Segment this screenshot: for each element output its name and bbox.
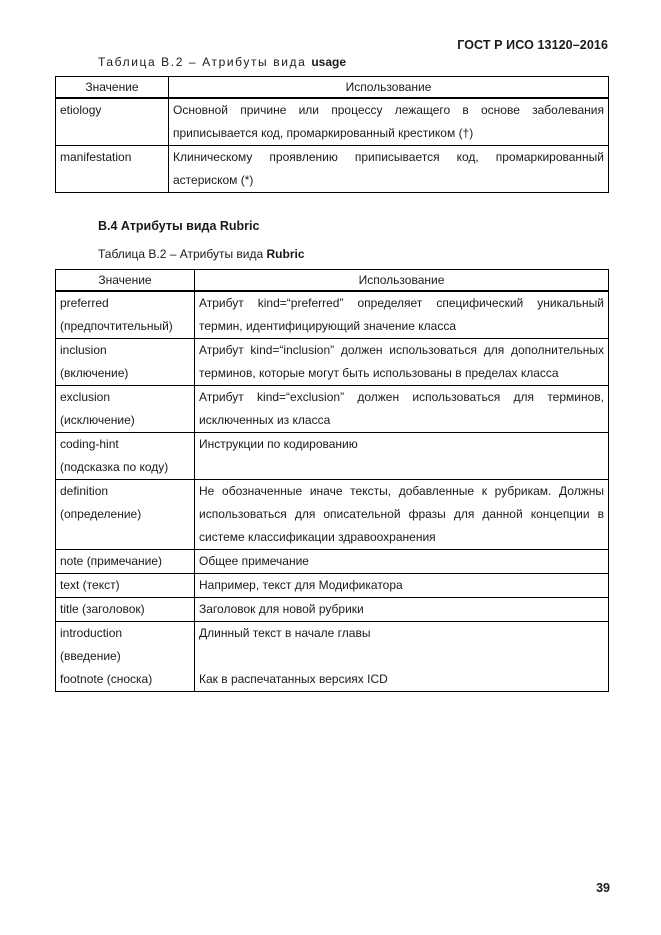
value-cell: title (заголовок) (56, 598, 195, 622)
value-cell: text (текст) (56, 574, 195, 598)
value-term: coding-hint (60, 437, 119, 451)
column-header-usage: Использование (195, 270, 609, 292)
table-row (56, 98, 609, 146)
usage-attributes-table (55, 76, 609, 193)
table-row (56, 291, 609, 339)
caption-prefix: Таблица В.2 – Атрибуты вида (98, 55, 312, 69)
value-cell: note (примечание) (56, 550, 195, 574)
column-header-value: Значение (56, 270, 195, 292)
value-term: introduction (60, 626, 123, 640)
usage-cell: Инструкции по кодированию (195, 433, 609, 480)
value-translation: (включение) (60, 366, 129, 380)
usage-cell: Длинный текст в начале главы (195, 622, 609, 669)
table-row (56, 574, 609, 598)
usage-cell: Не обозначенные иначе тексты, добавленные к рубрикам. Должны использоваться для описательной фразы для данной концепции в системе классификации здравоохранения (195, 480, 609, 550)
table-row (56, 146, 609, 193)
value-cell (56, 339, 195, 386)
table-caption-usage (98, 55, 346, 69)
table-row (56, 339, 609, 386)
table-row (56, 433, 609, 480)
table-row (56, 386, 609, 433)
value-term: exclusion (60, 390, 111, 404)
usage-cell: Основной причине или процессу лежащего в основе заболевания приписывается код, промаркированный крестиком (†) (169, 98, 609, 146)
table-header-row (56, 77, 609, 99)
column-header-usage: Использование (169, 77, 609, 99)
value-term: definition (60, 484, 109, 498)
usage-cell: Как в распечатанных версиях ICD (195, 668, 609, 692)
column-header-value: Значение (56, 77, 169, 99)
standard-code: ГОСТ Р ИСО 13120–2016 (457, 38, 608, 52)
usage-cell: Например, текст для Модификатора (195, 574, 609, 598)
table-row (56, 480, 609, 550)
value-cell (56, 433, 195, 480)
table-row (56, 550, 609, 574)
usage-cell: Атрибут kind=“inclusion” должен использоваться для дополнительных терминов, которые могут быть использованы в пределах класса (195, 339, 609, 386)
value-term: inclusion (60, 343, 107, 357)
value-translation: (предпочтительный) (60, 319, 173, 333)
usage-cell: Атрибут kind=“exclusion” должен использоваться для терминов, исключенных из класса (195, 386, 609, 433)
table-row (56, 622, 609, 669)
value-cell: manifestation (56, 146, 169, 193)
value-cell: footnote (сноска) (56, 668, 195, 692)
table-header-row (56, 270, 609, 292)
value-translation: (исключение) (60, 413, 135, 427)
page-number: 39 (596, 881, 610, 895)
value-translation: (введение) (60, 649, 121, 663)
usage-cell: Атрибут kind=“preferred” определяет специфический уникальный термин, идентифицирующий значение класса (195, 291, 609, 339)
caption-bold: usage (311, 55, 346, 69)
table-row (56, 598, 609, 622)
usage-cell: Клиническому проявлению приписывается код, промаркированный астериском (*) (169, 146, 609, 193)
rubric-attributes-table (55, 269, 609, 692)
value-cell (56, 622, 195, 669)
value-cell (56, 291, 195, 339)
value-cell (56, 386, 195, 433)
value-cell (56, 480, 195, 550)
caption-bold: Rubric (266, 247, 305, 261)
table-row (56, 668, 609, 692)
section-heading: В.4 Атрибуты вида Rubric (98, 219, 260, 233)
value-translation: (определение) (60, 507, 142, 521)
value-term: preferred (60, 296, 109, 310)
value-cell: etiology (56, 98, 169, 146)
table-caption-rubric (98, 247, 305, 261)
usage-cell: Заголовок для новой рубрики (195, 598, 609, 622)
usage-cell: Общее примечание (195, 550, 609, 574)
value-translation: (подсказка по коду) (60, 460, 169, 474)
caption-prefix: Таблица В.2 – Атрибуты вида (98, 247, 267, 261)
